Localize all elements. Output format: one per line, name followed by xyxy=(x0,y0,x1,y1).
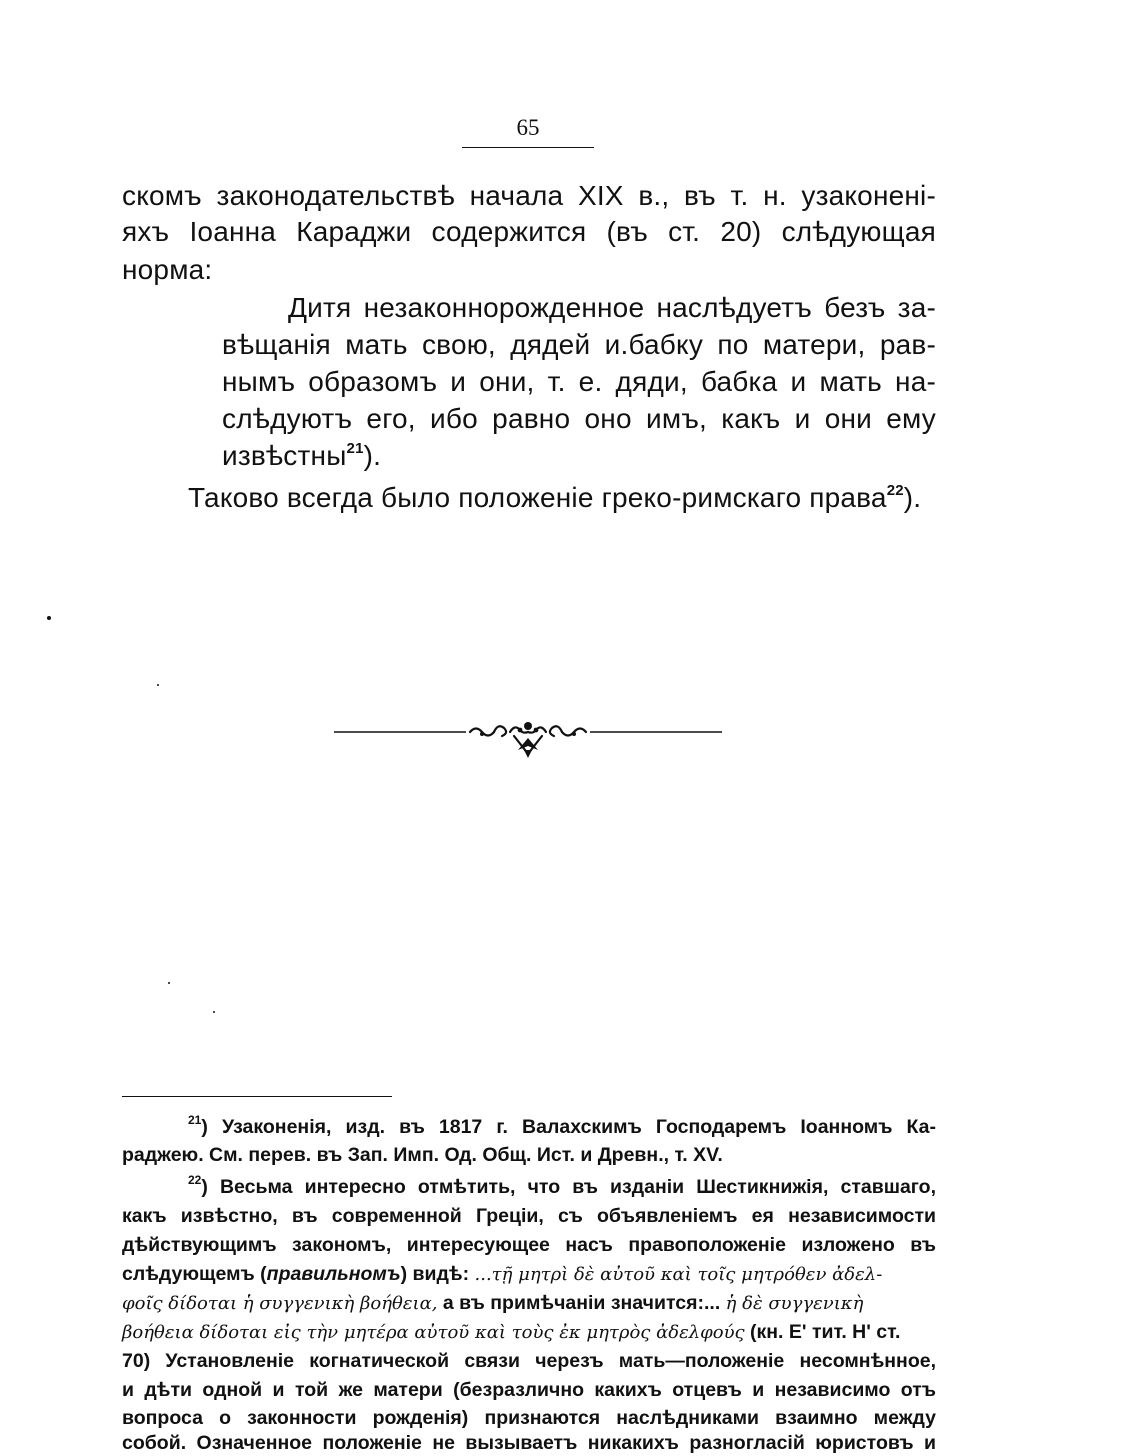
footnote-22-line-8: и дѣти одной и той же матери (безразлично какихъ отцевъ и независимо отъ xyxy=(122,1379,936,1401)
footnote-22-greek-1: ...τῇ μητρὶ δὲ αὐτοῦ καὶ τοῖς μητρόθεν ἀδελ- xyxy=(474,1264,883,1285)
footnote-22-greek-2: φοῖς δίδοται ἡ συγγενικὴ βοήθεια, xyxy=(122,1293,438,1314)
print-speck xyxy=(157,684,159,686)
footnote-22-text-1: ) Весьма интересно отмѣтить, что въ изданіи Шестикнижія, ставшаго, xyxy=(201,1176,936,1198)
ornamental-divider-icon xyxy=(334,716,722,760)
footnote-21-marker: 21 xyxy=(188,1112,202,1127)
footnote-22-italic: правильномъ xyxy=(266,1263,401,1285)
quote-line-3: нымъ образомъ и они, т. е. дяди, бабка и мать на- xyxy=(222,366,936,397)
footnote-22-line-7: 70) Установленіе когнатической связи черезъ мать—положеніе несомнѣнное, xyxy=(122,1350,936,1372)
final-line-end: ). xyxy=(903,482,922,513)
footnote-ref-22: 22 xyxy=(886,481,904,499)
footnote-22-text-4b: ) видѣ: xyxy=(400,1263,475,1285)
footnote-22-text-6: (кн. Е' тит. Н' ст. xyxy=(744,1321,901,1343)
quote-end: ). xyxy=(363,440,382,471)
footnote-22-line-4 xyxy=(122,1261,936,1287)
footnote-22-line-10: собой. Означенное положеніе не вызываетъ никакихъ разногласій юристовъ и xyxy=(122,1432,936,1454)
footnote-22-greek-3: ἡ δὲ συγγενικὴ xyxy=(725,1293,864,1314)
footnote-22-line-2: какъ извѣстно, въ современной Греціи, съ объявленіемъ ея независимости xyxy=(122,1205,936,1227)
main-line-1: скомъ законодательствѣ начала XIX в., въ т. н. узаконені- xyxy=(122,180,936,211)
footnote-22-line-1 xyxy=(188,1174,936,1200)
print-speck xyxy=(47,616,51,620)
footnote-22-line-9: вопроса о законности рожденія) признаются наслѣдниками взаимно между xyxy=(122,1407,936,1429)
main-line-3: норма: xyxy=(122,254,213,285)
footnote-ref-21: 21 xyxy=(346,439,364,457)
footnote-22-line-3: дѣйствующимъ закономъ, интересующее насъ правоположеніе изложено въ xyxy=(122,1234,936,1256)
footnote-21-line-1 xyxy=(188,1114,936,1140)
footnote-22-marker: 22 xyxy=(188,1172,202,1187)
page-number: 65 xyxy=(516,115,540,140)
quote-line-1: Дитя незаконнорожденное наслѣдуетъ безъ за- xyxy=(288,292,936,323)
quote-line-2: вѣщанія мать свою, дядей и.бабку по матери, рав- xyxy=(222,329,936,360)
page-number-rule xyxy=(462,147,594,148)
main-line-2: яхъ Іоанна Караджи содержится (въ ст. 20) слѣдующая xyxy=(122,216,936,247)
final-line xyxy=(188,480,921,516)
quote-line-5 xyxy=(222,438,381,474)
footnote-21-line-2: раджею. См. перев. въ Зап. Имп. Од. Общ. Ист. и Древн., т. XV. xyxy=(122,1144,723,1166)
quote-last-text: извѣстны xyxy=(222,440,347,471)
print-speck xyxy=(168,982,170,984)
footnote-separator xyxy=(122,1096,392,1097)
footnote-22-greek-4: βοήθεια δίδοται εἰς τὴν μητέρα αὐτοῦ καὶ τοὺς ἐκ μητρὸς ἀδελφούς xyxy=(122,1322,745,1343)
footnote-22-line-6 xyxy=(122,1319,936,1345)
final-line-text: Таково всегда было положеніе греко-римскаго права xyxy=(188,482,887,513)
quote-line-4: слѣдуютъ его, ибо равно оно имъ, какъ и они ему xyxy=(222,403,936,434)
footnote-22-text-5: а въ примѣчаніи значится:... xyxy=(437,1292,726,1314)
footnote-22-line-5 xyxy=(122,1290,936,1316)
footnote-22-text-4a: слѣдующемъ ( xyxy=(122,1263,267,1285)
footnote-21-text-1: ) Узаконенія, изд. въ 1817 г. Валахскимъ Господаремъ Іоанномъ Ка- xyxy=(201,1116,936,1138)
print-speck xyxy=(213,1011,215,1013)
